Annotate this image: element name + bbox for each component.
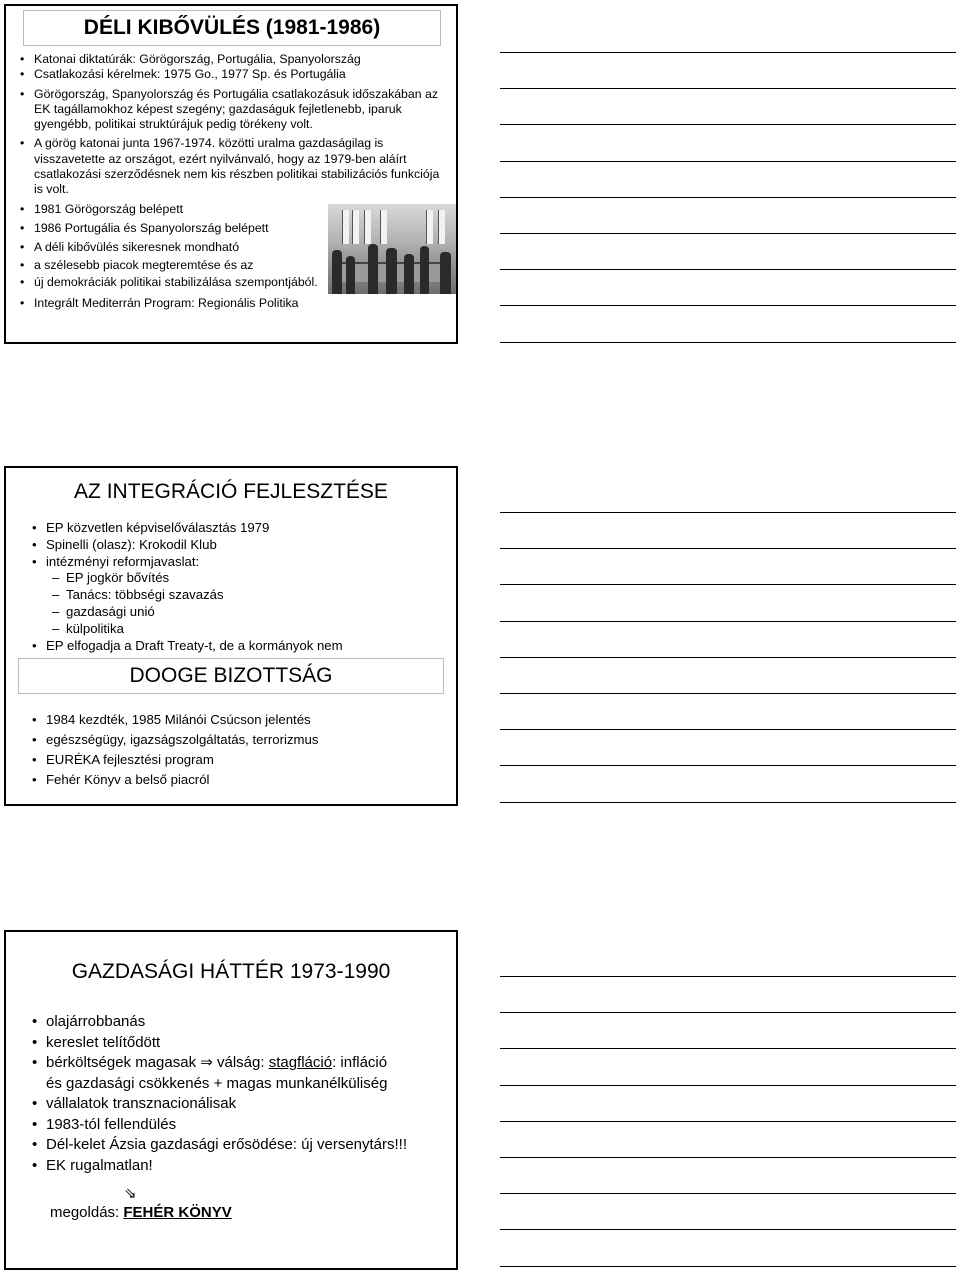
note-line xyxy=(500,52,956,53)
list-item: • a szélesebb piacok megteremtése és az xyxy=(20,258,324,273)
list-item: • egészségügy, igazságszolgáltatás, terrorizmus xyxy=(32,730,442,750)
stagflacio-term: stagfláció xyxy=(268,1054,333,1071)
list-item: • 1983-tól fellendülés xyxy=(32,1115,452,1136)
list-item: • EK rugalmatlan! xyxy=(32,1156,452,1177)
note-line xyxy=(500,342,956,343)
list-item: • Dél-kelet Ázsia gazdasági erősödése: új versenytárs!!! xyxy=(32,1135,452,1156)
list-item: • intézményi reformjavaslat: xyxy=(32,554,442,571)
down-right-arrow-icon: ⇘ xyxy=(124,1185,137,1202)
note-line xyxy=(500,657,956,658)
list-item: • A déli kibővülés sikeresnek mondható xyxy=(20,240,324,255)
note-line xyxy=(500,548,956,549)
solution-line: megoldás: FEHÉR KÖNYV xyxy=(50,1204,232,1221)
sub-list-item: – Tanács: többségi szavazás xyxy=(32,587,442,604)
note-line xyxy=(500,1085,956,1086)
list-item: • EP közvetlen képviselőválasztás 1979 xyxy=(32,520,442,537)
note-line xyxy=(500,269,956,270)
sub-list-item: – EP jogkör bővítés xyxy=(32,570,442,587)
slide-gazdasagi-hatter xyxy=(4,930,458,1270)
note-line xyxy=(500,765,956,766)
sub-list-item: – külpolitika xyxy=(32,621,442,638)
list-item: • 1984 kezdték, 1985 Milánói Csúcson jelentés xyxy=(32,710,442,730)
note-line xyxy=(500,161,956,162)
slide-title: GAZDASÁGI HÁTTÉR 1973-1990 xyxy=(71,960,391,983)
slide-integracio-fejlesztese xyxy=(4,466,458,806)
note-line xyxy=(500,1121,956,1122)
list-item: • vállalatok transznacionálisak xyxy=(32,1094,452,1115)
list-item: • Csatlakozási kérelmek: 1975 Go., 1977 Sp. és Portugália xyxy=(20,67,440,82)
note-line xyxy=(500,305,956,306)
signing-ceremony-photo xyxy=(328,204,456,294)
list-item: • Görögország, Spanyolország és Portugália csatlakozásuk időszakában az EK tagállamokhoz képest szegény; gazdaságuk fejletlenebb, iparuk gyengébb, politikai struktúrájuk pedig törékeny volt. xyxy=(20,87,440,133)
note-line xyxy=(500,1229,956,1230)
bullet-list xyxy=(32,710,442,790)
note-line xyxy=(500,512,956,513)
note-line xyxy=(500,1266,956,1267)
note-line xyxy=(500,976,956,977)
note-line xyxy=(500,729,956,730)
solution-keyword: FEHÉR KÖNYV xyxy=(123,1204,232,1221)
list-item: • kereslet telítődött xyxy=(32,1033,452,1054)
list-item: • Spinelli (olasz): Krokodil Klub xyxy=(32,537,442,554)
note-line xyxy=(500,124,956,125)
note-line xyxy=(500,233,956,234)
list-item: • 1986 Portugália és Spanyolország belépett xyxy=(20,221,324,236)
note-line xyxy=(500,1048,956,1049)
note-line xyxy=(500,1157,956,1158)
sub-list-item: – gazdasági unió xyxy=(32,604,442,621)
list-item: • Katonai diktatúrák: Görögország, Portugália, Spanyolország xyxy=(20,52,440,67)
note-line xyxy=(500,197,956,198)
note-line xyxy=(500,802,956,803)
list-item: • bérköltségek magasak ⇒ válság: stagfláció: infláció és gazdasági csökkenés + magas munkanélküliség xyxy=(32,1053,452,1094)
section-subtitle: DOOGE BIZOTTSÁG xyxy=(18,658,444,694)
list-item: • EP elfogadja a Draft Treaty-t, de a kormányok nem xyxy=(32,638,442,655)
note-line xyxy=(500,693,956,694)
implies-arrow-icon: ⇒ xyxy=(200,1054,213,1071)
note-line xyxy=(500,1012,956,1013)
slide-deli-kibovules xyxy=(4,4,458,344)
list-item: • Integrált Mediterrán Program: Regionális Politika xyxy=(20,296,440,311)
list-item: • EURÉKA fejlesztési program xyxy=(32,750,442,770)
list-item: • új demokráciák politikai stabilizálása szempontjából. xyxy=(20,275,440,290)
list-item: • olajárrobbanás xyxy=(32,1012,452,1033)
slide-title: DÉLI KIBŐVÜLÉS (1981-1986) xyxy=(23,10,441,46)
list-item: • Fehér Könyv a belső piacról xyxy=(32,770,442,790)
note-line xyxy=(500,621,956,622)
note-line xyxy=(500,88,956,89)
list-item: • 1981 Görögország belépett xyxy=(20,202,440,217)
bullet-list xyxy=(32,1012,452,1176)
note-line xyxy=(500,1193,956,1194)
slide-title: AZ INTEGRÁCIÓ FEJLESZTÉSE xyxy=(74,480,388,503)
list-item: • A görög katonai junta 1967-1974. közötti uralma gazdaságilag is visszavetette az országot, ezért nyilvánvaló, hogy az 1979-ben aláírt csatlakozási szerződésnek nem kis részben politikai stabilizációs funkciója is volt. xyxy=(20,136,440,197)
bullet-list xyxy=(32,520,442,654)
note-line xyxy=(500,584,956,585)
